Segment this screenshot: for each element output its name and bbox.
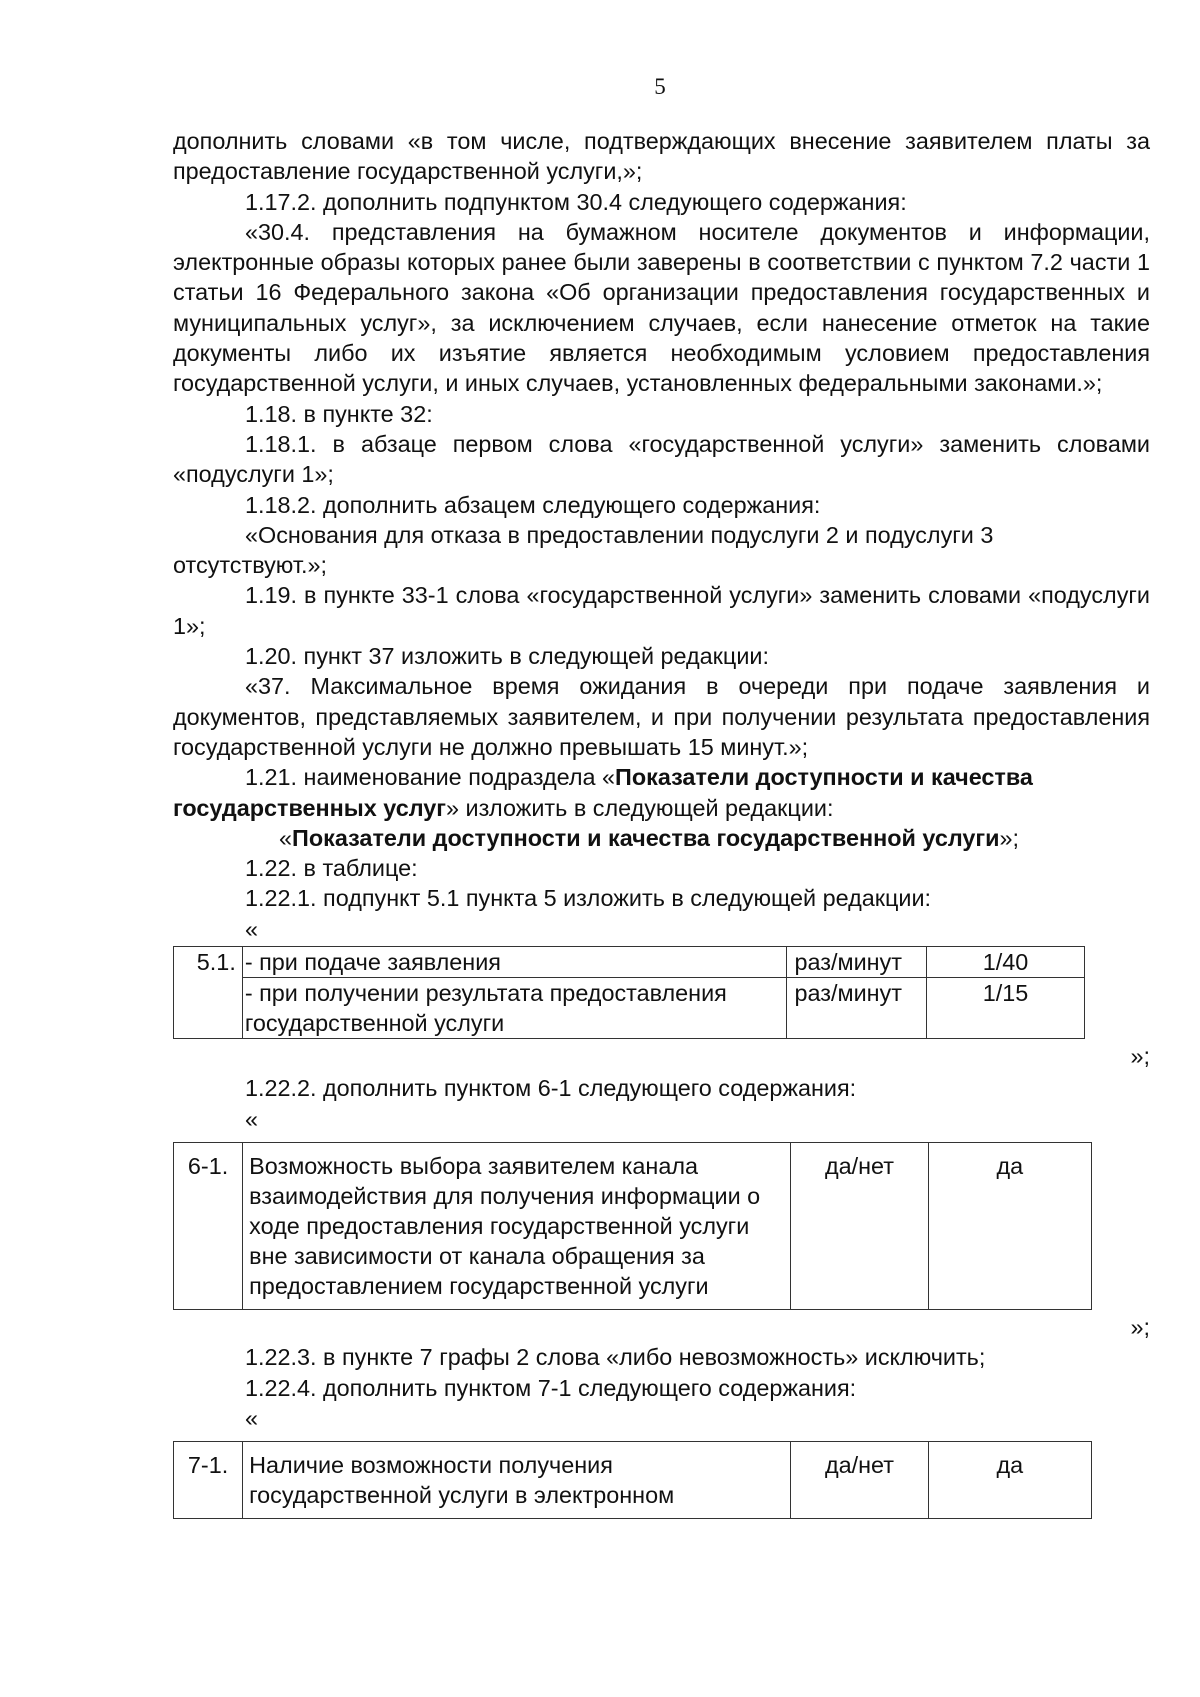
paragraph: [173, 762, 1150, 823]
paragraph-text: » изложить в следующей редакции:: [446, 794, 834, 821]
paragraph: 1.19. в пункте 33-1 слова «государственной услуги» заменить словами «подуслуги 1»;: [173, 582, 1150, 639]
item-number: 6-1.: [174, 1142, 243, 1309]
item-value: 1/15: [926, 978, 1084, 1039]
paragraph: 1.22.3. в пункте 7 графы 2 слова «либо невозможность» исключить;: [245, 1344, 986, 1371]
table-row: [174, 978, 1085, 1039]
quote-mark: »;: [999, 824, 1020, 851]
item-text: Наличие возможности получения государственной услуги в электронном: [243, 1442, 791, 1519]
paragraph: 1.18. в пункте 32:: [245, 400, 433, 427]
item-number: 7-1.: [174, 1442, 243, 1519]
item-unit: раз/минут: [786, 978, 926, 1039]
paragraph-text: 1.21. наименование подраздела «: [245, 764, 616, 791]
paragraph: «30.4. представления на бумажном носителе документов и информации, электронные образы которых ранее были заверены в соответствии с пунктом 7.2 части 1 статьи 16 Федерального закона «Об организации предоставления государственных и муниципальных услуг», за исключением случаев, если нанесение отметок на такие документы либо их изъятие является необходимым условием предоставления государственной услуги, и иных случаев, установленных федеральными законами.»;: [173, 218, 1150, 397]
item-value: 1/40: [926, 947, 1084, 978]
paragraph: 1.18.2. дополнить абзацем следующего содержания:: [245, 491, 821, 518]
item-text: - при подаче заявления: [242, 947, 786, 978]
quote-open: «: [245, 915, 259, 942]
table-5-1: [173, 946, 1085, 1039]
paragraph: 1.22. в таблице:: [245, 855, 418, 882]
quote-open: «: [245, 1404, 259, 1431]
paragraph: 1.20. пункт 37 изложить в следующей редакции:: [245, 643, 769, 670]
paragraph: 1.17.2. дополнить подпунктом 30.4 следующего содержания:: [245, 188, 907, 215]
quote-mark: «: [279, 824, 293, 851]
paragraph: «37. Максимальное время ожидания в очереди при подаче заявления и документов, представляемых заявителем, и при получении результата предоставления государственной услуги не должно превышать 15 минут.»;: [173, 673, 1150, 760]
item-value: да: [928, 1442, 1091, 1519]
item-value: да: [928, 1142, 1091, 1309]
paragraph: [173, 823, 1150, 853]
item-unit: раз/минут: [786, 947, 926, 978]
paragraph: 1.22.2. дополнить пунктом 6-1 следующего содержания:: [245, 1075, 857, 1102]
table-row: [174, 947, 1085, 978]
item-number: 5.1.: [174, 947, 243, 1039]
table-7-1: [173, 1441, 1092, 1519]
quote-open: «: [245, 1105, 259, 1132]
item-text: - при получении результата предоставления государственной услуги: [242, 978, 786, 1039]
item-unit: да/нет: [791, 1442, 928, 1519]
table-row: [174, 1142, 1092, 1309]
item-text: Возможность выбора заявителем канала взаимодействия для получения информации о ходе предоставления государственной услуги вне зависимости от канала обращения за предоставлением государственной услуги: [243, 1142, 791, 1309]
paragraph: «Основания для отказа в предоставлении подуслуги 2 и подуслуги 3 отсутствуют.»;: [173, 521, 994, 579]
quote-close: »;: [1130, 1313, 1150, 1340]
paragraph: 1.22.4. дополнить пунктом 7-1 следующего содержания:: [245, 1374, 857, 1401]
subsection-title-new: Показатели доступности и качества государственной услуги: [292, 824, 1000, 851]
table-6-1: [173, 1142, 1092, 1310]
table-row: [174, 1442, 1092, 1519]
quote-close: »;: [1130, 1043, 1150, 1070]
document-body: [173, 126, 1150, 1519]
item-unit: да/нет: [791, 1142, 928, 1309]
paragraph: 1.22.1. подпункт 5.1 пункта 5 изложить в следующей редакции:: [245, 885, 932, 912]
page-number: 5: [654, 74, 666, 99]
subsection-title-old: Показатели доступности и качества государственных услуг: [173, 764, 1033, 821]
paragraph: дополнить словами «в том числе, подтверждающих внесение заявителем платы за предоставление государственной услуги,»;: [173, 128, 1150, 185]
paragraph: 1.18.1. в абзаце первом слова «государственной услуги» заменить словами «подуслуги 1»;: [173, 430, 1150, 488]
